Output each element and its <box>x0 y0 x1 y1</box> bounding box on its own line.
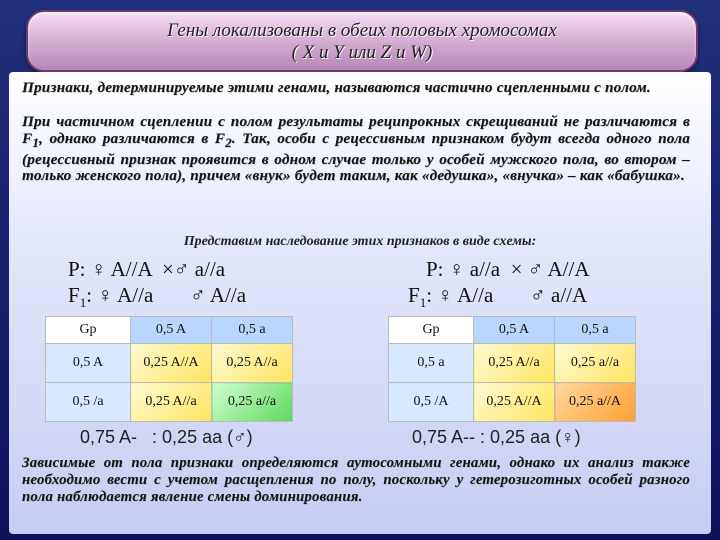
table-cell: 0,25 A//a <box>212 344 293 383</box>
paragraph-reciprocal <box>22 114 690 185</box>
table-header-cell: Gp <box>46 317 131 344</box>
table-row-header: 0,5 A <box>46 344 131 383</box>
title-line-1: Гены локализованы в обеих половых хромосомах <box>167 20 557 41</box>
table-cell: 0,25 A//a <box>131 383 212 422</box>
table-cell: 0,25 a//A <box>555 383 636 422</box>
cross-right-parents <box>426 256 590 282</box>
paragraph-reciprocal-part1: При частичном сцеплении с полом результаты реципрокных скрещиваний не различаются в F <box>22 113 690 147</box>
table-row <box>46 344 293 383</box>
cross-right <box>408 256 590 316</box>
p-label: P: <box>68 257 91 281</box>
table-header-cell: 0,5 A <box>474 317 555 344</box>
punnett-table-left <box>45 316 293 422</box>
f-label: F <box>68 283 80 307</box>
table-header-row <box>389 317 636 344</box>
paragraph-definition: Признаки, детерминируемые этими генами, называются частично сцепленными с полом. <box>22 79 651 96</box>
table-row <box>46 383 293 422</box>
f1-genotypes: : ♀ A//a ♂ a//A <box>426 283 588 307</box>
table-row <box>389 344 636 383</box>
table-header-cell: 0,5 a <box>555 317 636 344</box>
scheme-intro: Представим наследование этих признаков в виде схемы: <box>183 234 537 249</box>
cross-left-f1 <box>68 282 246 316</box>
table-cell: 0,25 a//a <box>555 344 636 383</box>
table-header-cell: Gp <box>389 317 474 344</box>
paragraph-reciprocal-part3: . Так, особи с рецессивным признаком будут всегда одного пола (рецессивный признак проявится в одном случае только у особей мужского пола, во втором – только женского пола), причем «внук» будет таким, как «дедушка», «внучка» – как «бабушка». <box>22 129 691 185</box>
table-header-row <box>46 317 293 344</box>
table-row-header: 0,5 /A <box>389 383 474 422</box>
subscript-1: 1 <box>32 134 40 150</box>
ratio-right: 0,75 A-- : 0,25 aa (♀) <box>412 427 581 447</box>
ratio-left: 0,75 A- : 0,25 aa (♂) <box>80 427 253 447</box>
slide-title-box <box>26 10 698 72</box>
table-header-cell: 0,5 A <box>131 317 212 344</box>
f-subscript: 1 <box>419 295 427 311</box>
table-row-header: 0,5 a <box>389 344 474 383</box>
cross-right-f1 <box>408 282 590 316</box>
f1-genotypes: : ♀ A//a ♂ A//a <box>86 283 247 307</box>
table-row-header: 0,5 /a <box>46 383 131 422</box>
p-genotypes: ♀ A//A ×♂ a//a <box>90 257 226 281</box>
subscript-2: 2 <box>225 134 232 150</box>
table-header-cell: 0,5 a <box>212 317 293 344</box>
cross-left <box>68 256 246 316</box>
table-cell: 0,25 a//a <box>212 383 293 422</box>
table-cell: 0,25 A//A <box>474 383 555 422</box>
title-line-2: ( X и Y или Z и W) <box>291 42 433 63</box>
table-cell: 0,25 A//A <box>131 344 212 383</box>
paragraph-sex-dependent: Зависимые от пола признаки определяются аутосомными генами, однако их анализ также необходимо вести с учетом расщепления по полу, поскольку у гетерозиготных особей разного пола наблюдается явление смены доминирования. <box>22 455 690 506</box>
punnett-table-right <box>388 316 636 422</box>
paragraph-reciprocal-part2: , однако различаются в F <box>39 129 226 147</box>
f-subscript: 1 <box>79 295 87 311</box>
table-cell: 0,25 A//a <box>474 344 555 383</box>
cross-left-parents <box>68 256 246 282</box>
p-genotypes: ♀ a//a × ♂ A//A <box>448 257 590 281</box>
p-label: P: <box>426 257 449 281</box>
f-label: F <box>408 283 420 307</box>
table-row <box>389 383 636 422</box>
